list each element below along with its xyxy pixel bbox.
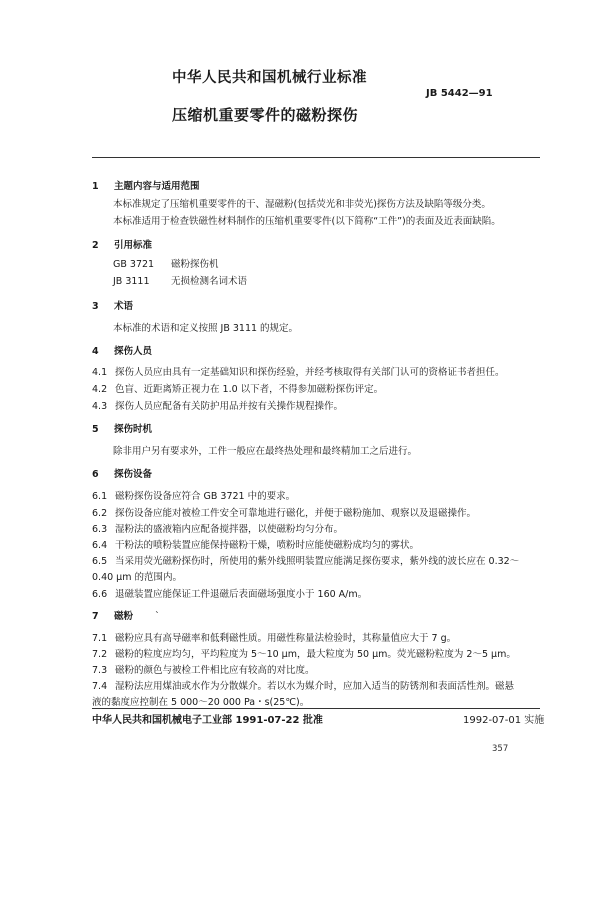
clause-number: 4.3	[92, 401, 108, 412]
section-number: 3	[92, 301, 99, 312]
clause-number: 6.1	[92, 491, 108, 502]
section-number: 2	[92, 240, 99, 251]
clause-text: 磁粉的颜色与被检工件相比应有较高的对比度。	[115, 665, 315, 676]
reference-item	[113, 273, 247, 287]
clause-number: 6.4	[92, 540, 108, 551]
section-number: 4	[92, 346, 99, 357]
clause-7-4-continuation: 液的黏度应控制在 5 000～20 000 Pa・s(25℃)。	[92, 697, 310, 708]
clause-text: 湿粉法应用煤油或水作为分散媒介。若以水为媒介时，应加入适当的防锈剂和表面活性剂。磁悬	[115, 681, 515, 692]
section-number: 6	[92, 469, 99, 480]
section-title: 探伤时机	[114, 424, 153, 435]
clause-7-1	[92, 630, 456, 644]
standard-code: JB 5442—91	[426, 88, 493, 99]
section-1-paragraph-2: 本标准适用于检查铁磁性材料制作的压缩机重要零件(以下简称“工件”)的表面及近表面缺陷。	[113, 216, 501, 227]
clause-number: 6.3	[92, 524, 108, 535]
reference-code: GB 3721	[113, 259, 155, 270]
section-title: 术语	[114, 301, 134, 312]
clause-6-4	[92, 537, 419, 551]
section-5-paragraph: 除非用户另有要求外，工件一般应在最终热处理和最终精加工之后进行。	[113, 446, 418, 457]
section-4-heading	[92, 343, 152, 357]
clause-7-4	[92, 678, 514, 692]
clause-number: 6.6	[92, 589, 108, 600]
section-7-heading	[92, 608, 160, 622]
clause-7-3	[92, 662, 315, 676]
reference-name: 磁粉探伤机	[171, 259, 219, 270]
header-divider	[92, 157, 540, 158]
clause-text: 色盲、近距离矫正视力在 1.0 以下者，不得参加磁粉探伤评定。	[115, 384, 384, 395]
clause-number: 7.4	[92, 681, 108, 692]
footer-divider	[92, 708, 540, 709]
standard-org-title: 中华人民共和国机械行业标准	[172, 70, 367, 86]
document-title: 压缩机重要零件的磁粉探伤	[172, 106, 359, 124]
section-number: 7	[92, 611, 99, 622]
clause-6-5-continuation: 0.40 μm 的范围内。	[92, 572, 182, 583]
clause-text: 湿粉法的盛液箱内应配备搅拌器，以使磁粉均匀分布。	[115, 524, 344, 535]
clause-number: 6.5	[92, 556, 108, 567]
section-title: 引用标准	[114, 240, 153, 251]
clause-number: 7.1	[92, 633, 108, 644]
clause-6-3	[92, 521, 343, 535]
clause-text: 磁粉的粒度应均匀，平均粒度为 5～10 μm，最大粒度为 50 μm。荧光磁粉粒度为 2～5 μm。	[115, 649, 516, 660]
section-1-paragraph-1: 本标准规定了压缩机重要零件的干、湿磁粉(包括荧光和非荧光)探伤方法及缺陷等级分类。	[113, 199, 491, 210]
stray-mark: ˋ	[155, 611, 160, 622]
section-2-heading	[92, 237, 152, 251]
section-1-heading	[92, 178, 200, 192]
clause-6-1	[92, 488, 295, 502]
section-title: 探伤设备	[114, 469, 153, 480]
page-number: 357	[492, 744, 509, 754]
clause-6-6	[92, 586, 367, 600]
clause-number: 7.2	[92, 649, 108, 660]
clause-number: 4.1	[92, 367, 108, 378]
clause-4-1	[92, 364, 505, 378]
reference-item	[113, 256, 219, 270]
section-title: 探伤人员	[114, 346, 153, 357]
section-5-heading	[92, 421, 152, 435]
clause-number: 6.2	[92, 508, 108, 519]
section-number: 1	[92, 181, 99, 192]
clause-number: 7.3	[92, 665, 108, 676]
clause-7-2	[92, 646, 516, 660]
clause-6-2	[92, 505, 476, 519]
section-title: 主题内容与适用范围	[114, 181, 200, 192]
clause-text: 磁粉应具有高导磁率和低剩磁性质。用磁性称量法检验时，其称量值应大于 7 g。	[115, 633, 457, 644]
section-6-heading	[92, 466, 152, 480]
reference-code: JB 3111	[113, 276, 150, 287]
section-number: 5	[92, 424, 99, 435]
clause-text: 干粉法的喷粉装置应能保持磁粉干燥，喷粉时应能使磁粉成均匀的雾状。	[115, 540, 420, 551]
clause-text: 探伤人员应配备有关防护用品并按有关操作规程操作。	[115, 401, 344, 412]
reference-name: 无损检测名词术语	[171, 276, 248, 287]
clause-number: 4.2	[92, 384, 108, 395]
clause-text: 退磁装置应能保证工件退磁后表面磁场强度小于 160 A/m。	[115, 589, 368, 600]
section-title: 磁粉	[114, 611, 134, 622]
clause-6-5	[92, 553, 519, 567]
clause-4-2	[92, 381, 383, 395]
section-3-paragraph: 本标准的术语和定义按照 JB 3111 的规定。	[113, 323, 299, 334]
clause-text: 探伤人员应由具有一定基础知识和探伤经验，并经考核取得有关部门认可的资格证书者担任。	[115, 367, 505, 378]
implementation-date: 1992-07-01 实施	[463, 715, 545, 726]
approval-line: 中华人民共和国机械电子工业部 1991-07-22 批准	[92, 715, 323, 726]
clause-4-3	[92, 398, 343, 412]
section-3-heading	[92, 298, 133, 312]
clause-text: 当采用荧光磁粉探伤时，所使用的紫外线照明装置应能满足探伤要求，紫外线的波长应在 0.32～	[115, 556, 520, 567]
clause-text: 磁粉探伤设备应符合 GB 3721 中的要求。	[115, 491, 296, 502]
clause-text: 探伤设备应能对被检工件安全可靠地进行磁化，并便于磁粉施加、观察以及退磁操作。	[115, 508, 477, 519]
